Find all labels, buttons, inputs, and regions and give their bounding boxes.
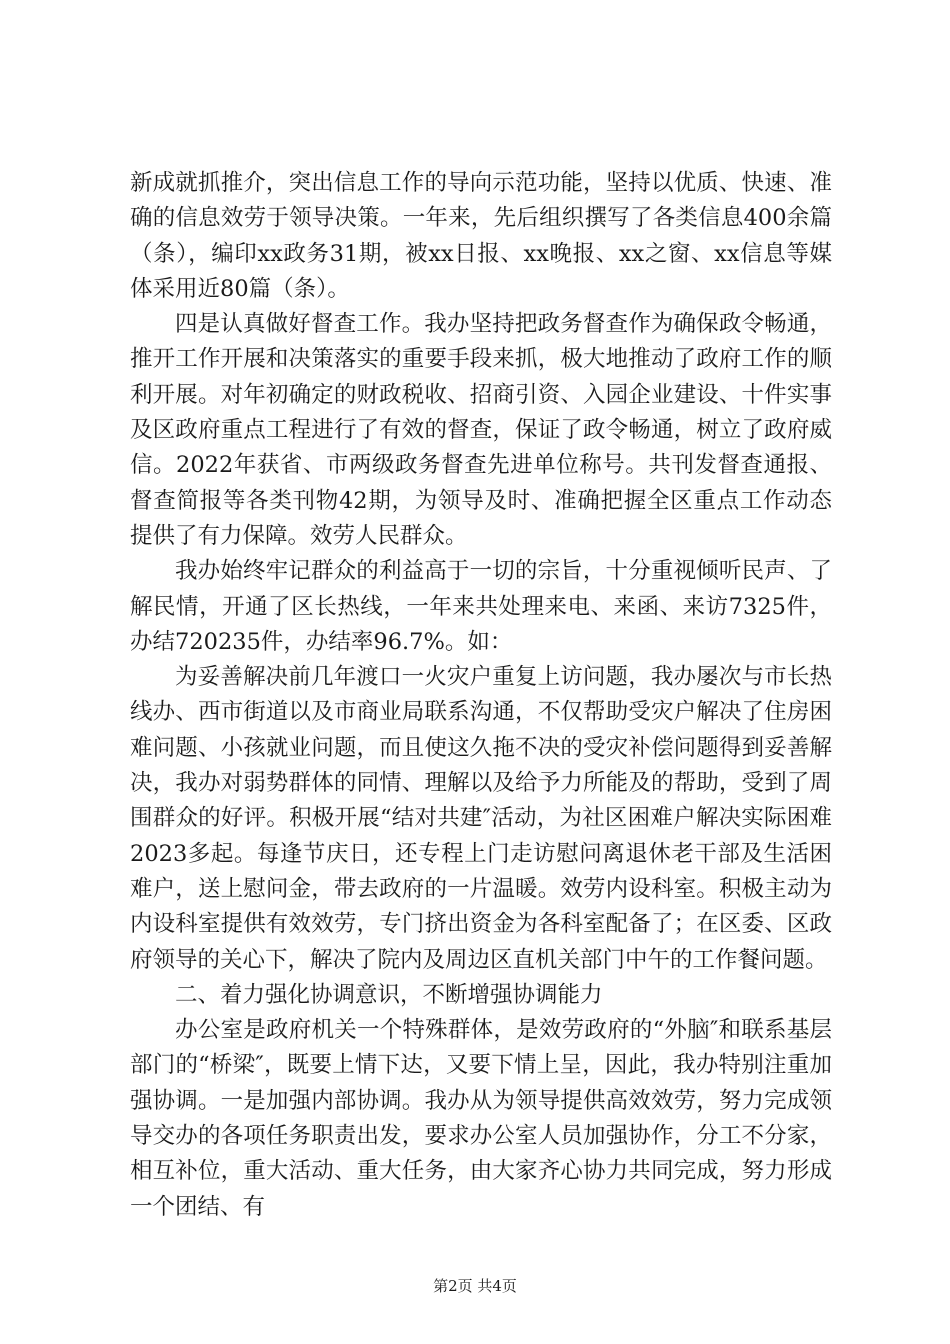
paragraph-continuation: 新成就抓推介，突出信息工作的导向示范功能，坚持以优质、快速、准确的信息效劳于领导决策。一年来，先后组织撰写了各类信息400余篇（条），编印xx政务31期，被xx日报、xx晚报、xx之窗、xx信息等媒体采用近80篇（条）。 [130,170,832,302]
section-heading: 二、着力强化协调意识，不断增强协调能力 [175,981,603,1008]
paragraph-supervision: 四是认真做好督查工作。我办坚持把政务督查作为确保政令畅通，推开工作开展和决策落实的重要手段来抓，极大地推动了政府工作的顺利开展。对年初确定的财政税收、招商引资、入园企业建设、十件实事及区政府重点工程进行了有效的督查，保证了政令畅通，树立了政府威信。2022年获省、市两级政务督查先进单位称号。共刊发督查通报、督查简报等各类刊物42期，为领导及时、准确把握全区重点工作动态提供了有力保障。效劳人民群众。 [130,311,832,549]
page-number-footer: 第2页 共4页 [433,1277,517,1295]
paragraph-coordination: 办公室是政府机关一个特殊群体，是效劳政府的“外脑″和联系基层部门的“桥梁″，既要上情下达，又要下情上呈，因此，我办特别注重加强协调。一是加强内部协调。我办从为领导提供高效效劳，努力完成领导交办的各项任务职责出发，要求办公室人员加强协作，分工不分家，相互补位，重大活动、重大任务，由大家齐心协力共同完成，努力形成一个团结、有 [130,1017,832,1220]
paragraph-fire-case: 为妥善解决前几年渡口一火灾户重复上访问题，我办屡次与市长热线办、西市街道以及市商业局联系沟通，不仅帮助受灾户解决了住房困难问题、小孩就业问题，而且使这久拖不决的受灾补偿问题得到妥善解决，我办对弱势群体的同情、理解以及给予力所能及的帮助，受到了周围群众的好评。积极开展“结对共建″活动，为社区困难户解决实际困难2023多起。每逢节庆日，还专程上门走访慰问离退休老干部及生活困难户，送上慰问金，带去政府的一片温暖。效劳内设科室。积极主动为内设科室提供有效效劳，专门挤出资金为各科室配备了；在区委、区政府领导的关心下，解决了院内及周边区直机关部门中午的工作餐问题。 [130,664,832,973]
body-text [130,166,832,1225]
paragraph-hotline: 我办始终牢记群众的利益高于一切的宗旨，十分重视倾听民声、了解民情，开通了区长热线，一年来共处理来电、来函、来访7325件，办结720235件，办结率96.7%。如： [130,558,832,655]
